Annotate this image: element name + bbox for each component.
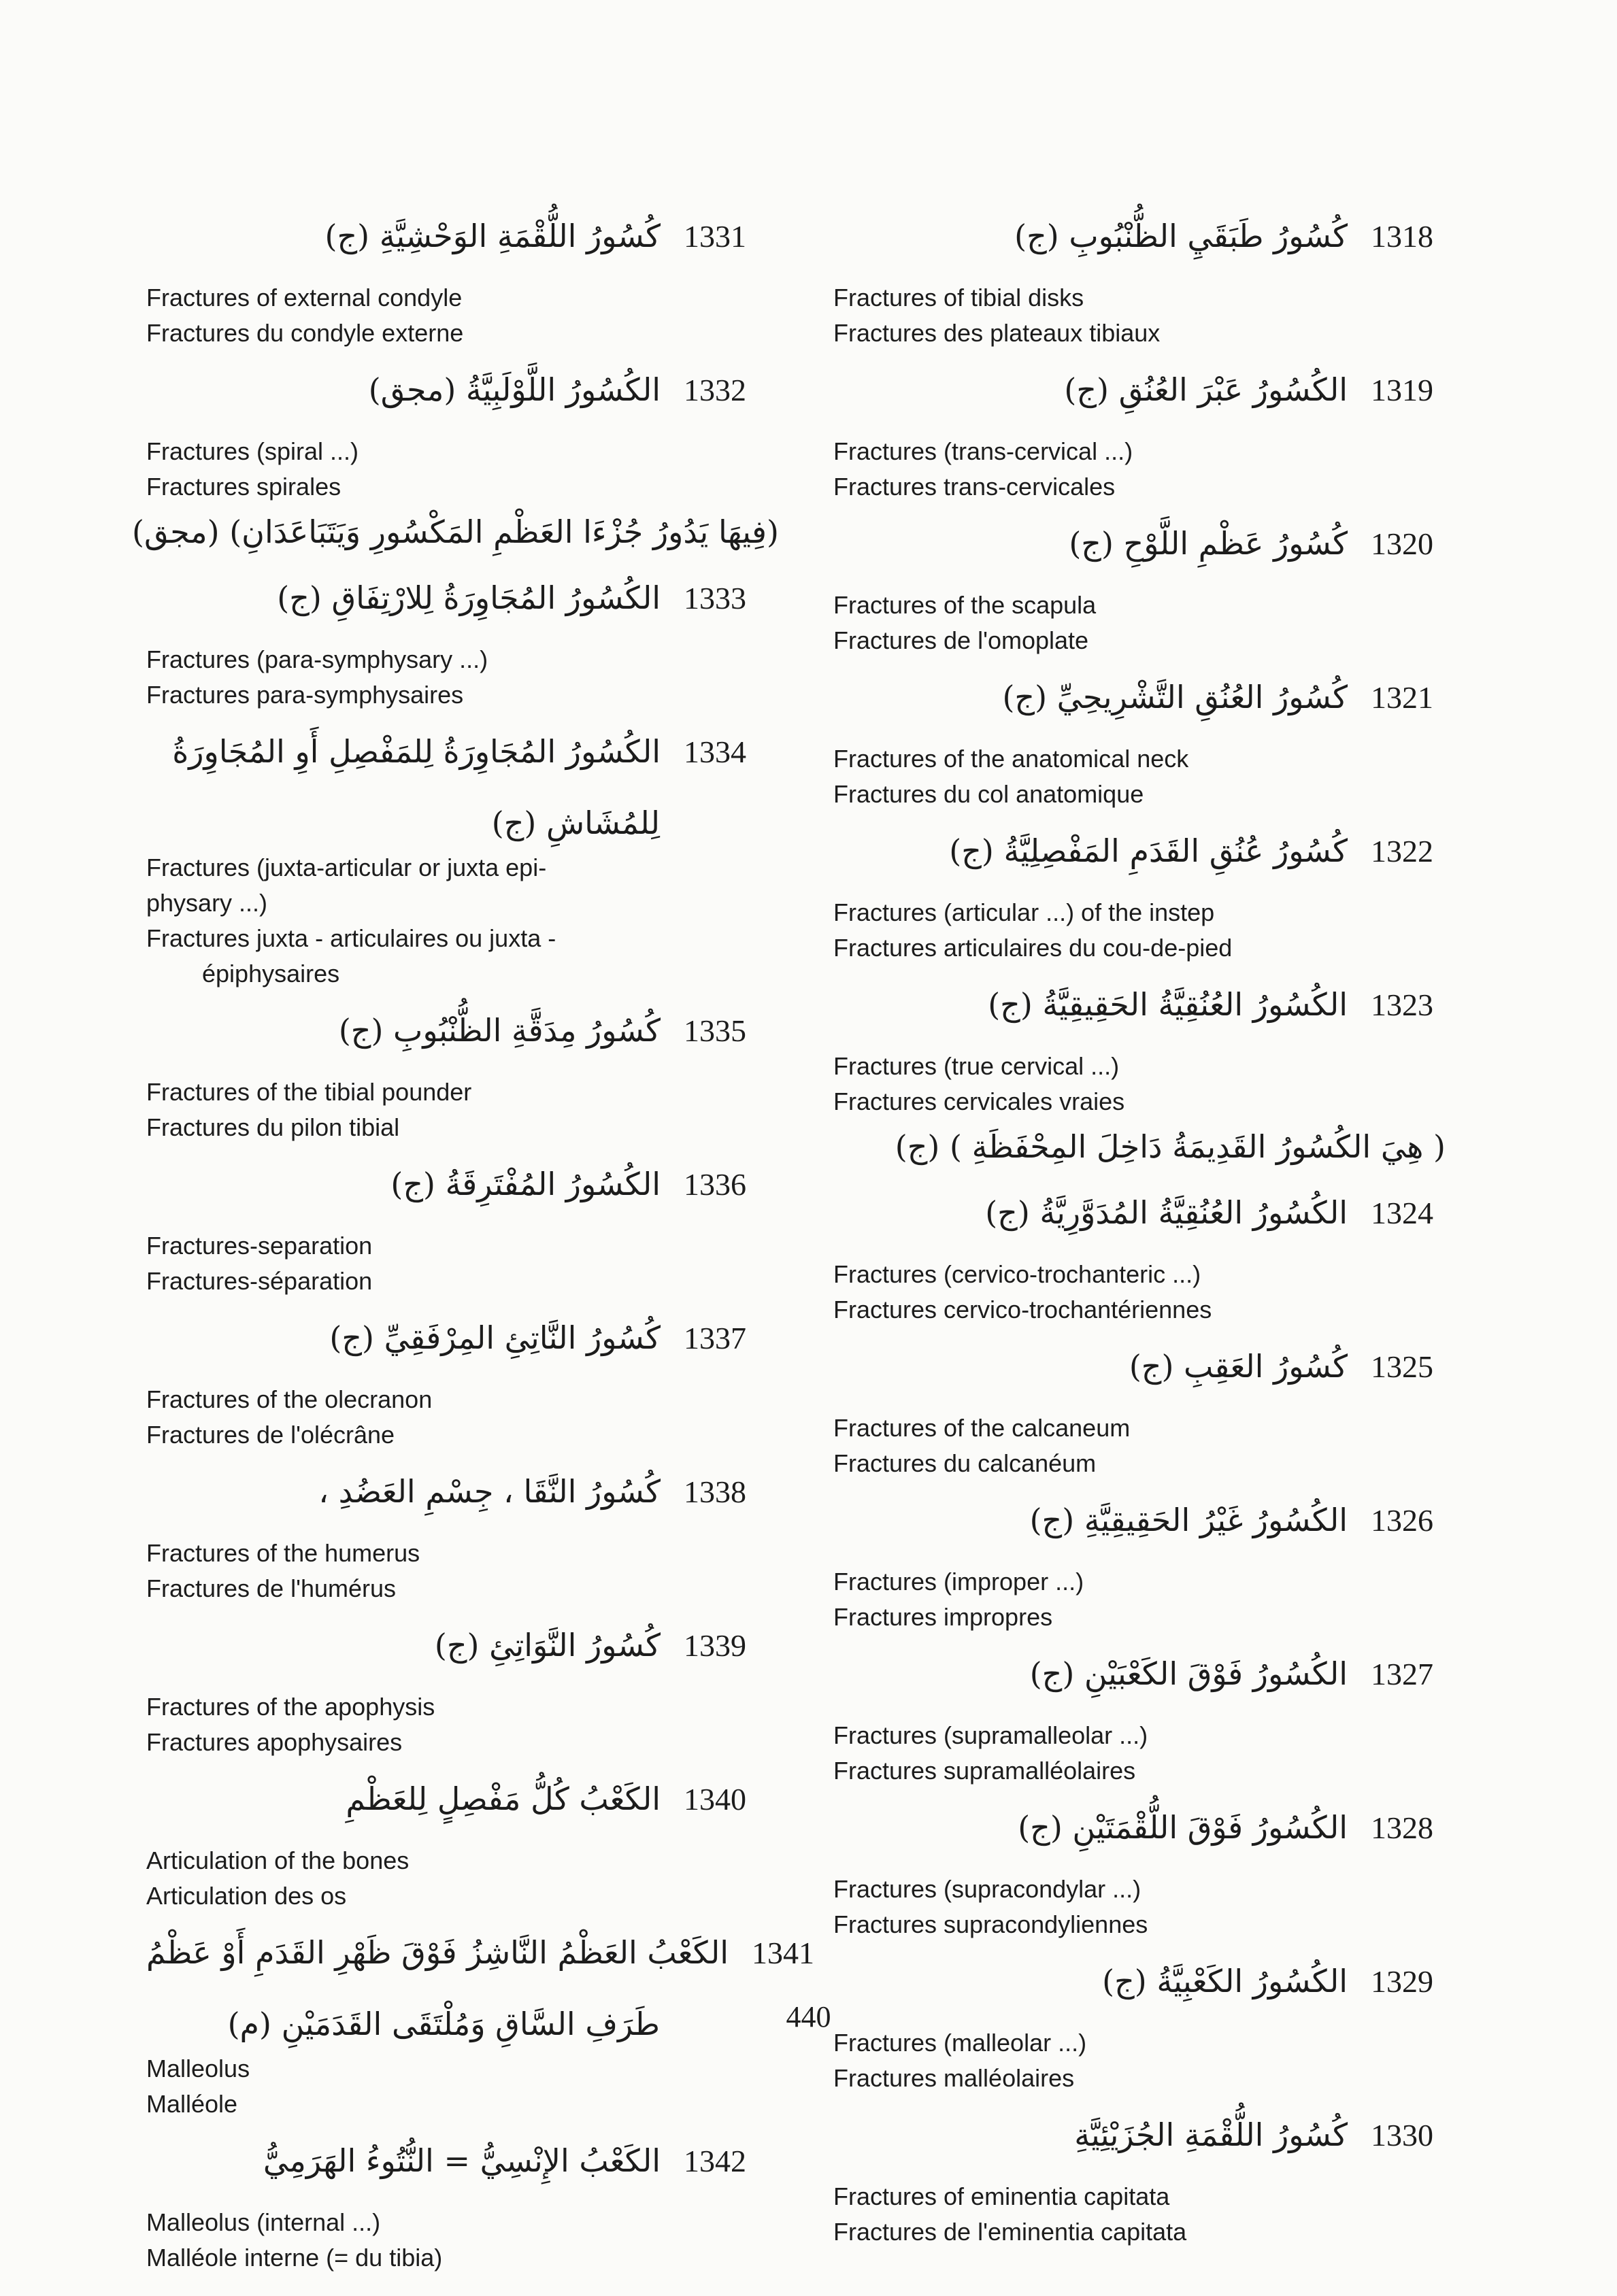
french-term: Fractures de l'omoplate bbox=[833, 626, 1089, 654]
entry-1318 bbox=[833, 218, 1486, 351]
english-term: Fractures (articular ...) of the instep bbox=[833, 898, 1215, 926]
entry-number: 1334 bbox=[684, 735, 746, 769]
entry-number: 1337 bbox=[684, 1321, 746, 1355]
french-term: Articulation des os bbox=[146, 1882, 347, 1910]
entry-number: 1319 bbox=[1371, 373, 1433, 407]
entry-1328 bbox=[833, 1809, 1486, 1942]
french-term: Malléole interne (= du tibia) bbox=[146, 2244, 443, 2272]
english-term: Fractures (true cervical ...) bbox=[833, 1052, 1120, 1080]
english-term: Malleolus (internal ...) bbox=[146, 2208, 381, 2236]
entry-number: 1329 bbox=[1371, 1964, 1433, 1999]
french-term: Fractures impropres bbox=[833, 1603, 1053, 1631]
french-term: Fractures du condyle externe bbox=[146, 319, 464, 347]
french-term: Fractures supracondyliennes bbox=[833, 1910, 1148, 1938]
entry-1330 bbox=[833, 2116, 1486, 2250]
arabic-term: كُسُورُ النَّقَا ، جِسْمِ العَضُدِ ، bbox=[318, 1473, 661, 1510]
entry-1335 bbox=[146, 1012, 799, 1145]
english-term: Fractures (juxta-articular or juxta epi- bbox=[146, 854, 547, 881]
entry-number: 1324 bbox=[1371, 1196, 1433, 1230]
entry-number: 1326 bbox=[1371, 1503, 1433, 1538]
arabic-term: كُسُورُ النَّاتِئِ المِرْفَقِيِّ (ج) bbox=[329, 1319, 661, 1356]
entry-number: 1325 bbox=[1371, 1349, 1433, 1384]
english-term: Fractures of the tibial pounder bbox=[146, 1078, 472, 1106]
french-term: Fractures-séparation bbox=[146, 1267, 373, 1295]
arabic-term: الكُسُورُ المُجَاوِرَةُ لِلارْتِفَاقِ (ج) bbox=[277, 579, 661, 616]
entry-number: 1340 bbox=[684, 1782, 746, 1817]
french-term-continuation: épiphysaires bbox=[202, 960, 340, 987]
arabic-term: الكُسُورُ اللَّوْلَبِيَّةُ (مجق) bbox=[368, 371, 661, 408]
arabic-term: الكَعْبُ كُلُّ مَفْصِلٍ لِلعَظْمِ bbox=[346, 1780, 661, 1817]
french-term: Fractures du pilon tibial bbox=[146, 1113, 400, 1141]
english-term: Fractures of the olecranon bbox=[146, 1385, 433, 1413]
entry-1327 bbox=[833, 1655, 1486, 1789]
entry-1337 bbox=[146, 1319, 799, 1453]
entry-number: 1318 bbox=[1371, 219, 1433, 254]
entry-number: 1342 bbox=[684, 2144, 746, 2178]
french-term: Fractures du col anatomique bbox=[833, 780, 1144, 808]
arabic-term: كُسُورُ العَقِبِ (ج) bbox=[1129, 1348, 1348, 1385]
french-term: Fractures supramalléolaires bbox=[833, 1757, 1136, 1785]
arabic-note: (فِيهَا يَدُورُ جُزْءَا العَظْمِ المَكْسُورِ وَيَتَبَاعَدَانِ) (مجق) bbox=[132, 513, 779, 550]
english-term: Fractures (supracondylar ...) bbox=[833, 1875, 1141, 1903]
entry-1339 bbox=[146, 1627, 799, 1760]
english-term: Fractures (para-symphysary ...) bbox=[146, 645, 488, 673]
entry-number: 1328 bbox=[1371, 1810, 1433, 1845]
arabic-term: الكُسُورُ العُنُقِيَّةُ المُدَوَّرِيَّةُ (ج) bbox=[985, 1194, 1348, 1231]
arabic-term: كُسُورُ العُنُقِ التَّشْرِيحِيِّ (ج) bbox=[1002, 679, 1348, 715]
arabic-term: الكُسُورُ فَوْقَ الكَعْبَيْنِ (ج) bbox=[1029, 1655, 1348, 1692]
entry-number: 1322 bbox=[1371, 834, 1433, 868]
french-term: Fractures articulaires du cou-de-pied bbox=[833, 934, 1233, 962]
entry-number: 1333 bbox=[684, 581, 746, 615]
arabic-term: الكَعْبُ العَظْمُ النَّاشِزُ فَوْقَ ظَهْرِ القَدَمِ أَوْ عَظْمُ bbox=[146, 1934, 729, 1971]
right-column bbox=[833, 218, 1486, 2270]
entry-1331 bbox=[146, 218, 799, 351]
french-term: Fractures des plateaux tibiaux bbox=[833, 319, 1161, 347]
english-term: Fractures-separation bbox=[146, 1232, 373, 1260]
french-term: Fractures juxta - articulaires ou juxta - bbox=[146, 924, 556, 952]
entry-1322 bbox=[833, 832, 1486, 966]
arabic-term: الكُسُورُ غَيْرُ الحَقِيقِيَّةِ (ج) bbox=[1029, 1502, 1348, 1538]
entry-1334 bbox=[146, 733, 799, 992]
french-term: Fractures du calcanéum bbox=[833, 1449, 1097, 1477]
english-term: Fractures of the anatomical neck bbox=[833, 745, 1189, 773]
entry-number: 1339 bbox=[684, 1628, 746, 1663]
arabic-note: ( هِيَ الكُسُورُ القَدِيمَةُ دَاخِلَ المِحْفَظَةِ ) (ج) bbox=[895, 1128, 1446, 1165]
arabic-term: كُسُورُ النَّوَاتِئِ (ج) bbox=[434, 1627, 661, 1664]
entry-1340 bbox=[146, 1780, 799, 1914]
entry-number: 1336 bbox=[684, 1167, 746, 1202]
entry-number: 1321 bbox=[1371, 680, 1433, 715]
english-term: Fractures of the apophysis bbox=[146, 1693, 435, 1721]
english-term: Malleolus bbox=[146, 2055, 250, 2082]
arabic-term: كُسُورُ مِدَقَّةِ الظُّنْبُوبِ (ج) bbox=[338, 1012, 661, 1049]
french-term: Fractures de l'olécrâne bbox=[146, 1421, 395, 1449]
french-term: Fractures trans-cervicales bbox=[833, 473, 1116, 501]
entry-number: 1332 bbox=[684, 373, 746, 407]
french-term: Fractures spirales bbox=[146, 473, 341, 501]
arabic-term: كُسُورُ عَظْمِ اللَّوْحِ (ج) bbox=[1069, 525, 1348, 562]
english-term-continuation: physary ...) bbox=[146, 889, 268, 917]
arabic-term: الكُسُورُ المُفْتَرِقَةُ (ج) bbox=[390, 1166, 661, 1202]
entry-1336 bbox=[146, 1166, 799, 1299]
entry-number: 1335 bbox=[684, 1013, 746, 1048]
entry-number: 1341 bbox=[752, 1936, 814, 1970]
arabic-term: الكُسُورُ فَوْقَ اللُّقْمَتَيْنِ (ج) bbox=[1018, 1809, 1348, 1846]
english-term: Fractures of the scapula bbox=[833, 591, 1097, 619]
arabic-term: كُسُورُ طَبَقَيِ الظُّنْبُوبِ (ج) bbox=[1014, 218, 1348, 254]
entry-number: 1330 bbox=[1371, 2118, 1433, 2152]
english-term: Fractures of external condyle bbox=[146, 284, 463, 311]
french-term: Fractures cervico-trochantériennes bbox=[833, 1296, 1212, 1323]
entry-1325 bbox=[833, 1348, 1486, 1481]
page-number: 440 bbox=[786, 2000, 831, 2033]
french-term: Fractures de l'eminentia capitata bbox=[833, 2218, 1187, 2246]
arabic-term: كُسُورُ اللُّقْمَةِ الجُزَيْئِيَّةِ bbox=[1074, 2116, 1348, 2153]
french-term: Fractures para-symphysaires bbox=[146, 681, 464, 709]
english-term: Fractures of tibial disks bbox=[833, 284, 1084, 311]
french-term: Fractures de l'humérus bbox=[146, 1574, 397, 1602]
french-term: Fractures cervicales vraies bbox=[833, 1087, 1125, 1115]
entry-1320 bbox=[833, 525, 1486, 658]
english-term: Fractures (supramalleolar ...) bbox=[833, 1721, 1148, 1749]
french-term: Fractures apophysaires bbox=[146, 1728, 403, 1756]
arabic-term: الكُسُورُ عَبْرَ العُنُقِ (ج) bbox=[1064, 371, 1348, 408]
entry-1323 bbox=[833, 986, 1486, 1174]
english-term: Fractures (trans-cervical ...) bbox=[833, 437, 1133, 465]
arabic-term: الكَعْبُ الإِنْسِيُّ = النُّتُوءُ الهَرَمِيُّ bbox=[263, 2142, 661, 2179]
entry-1326 bbox=[833, 1502, 1486, 1635]
entry-number: 1323 bbox=[1371, 987, 1433, 1022]
english-term: Fractures of the humerus bbox=[146, 1539, 420, 1567]
entry-1324 bbox=[833, 1194, 1486, 1328]
entry-number: 1331 bbox=[684, 219, 746, 254]
arabic-term: كُسُورُ اللُّقْمَةِ الوَحْشِيَّةِ (ج) bbox=[324, 218, 661, 254]
entry-1338 bbox=[146, 1473, 799, 1606]
arabic-term: كُسُورُ عُنُقِ القَدَمِ المَفْصِلِيَّةُ (ج) bbox=[949, 832, 1348, 869]
arabic-term: الكُسُورُ الكَعْبِيَّةُ (ج) bbox=[1102, 1963, 1348, 1999]
entry-number: 1320 bbox=[1371, 526, 1433, 561]
arabic-term: الكُسُورُ المُجَاوِرَةُ لِلمَفْصِلِ أَوِ المُجَاوِرَةُ bbox=[172, 733, 661, 770]
entry-number: 1338 bbox=[684, 1474, 746, 1509]
english-term: Fractures (spiral ...) bbox=[146, 437, 359, 465]
english-term: Fractures (cervico-trochanteric ...) bbox=[833, 1260, 1201, 1288]
entry-1332 bbox=[132, 371, 799, 559]
french-term: Malléole bbox=[146, 2090, 238, 2118]
english-term: Articulation of the bones bbox=[146, 1846, 410, 1874]
french-term: Fractures malléolaires bbox=[833, 2064, 1075, 2092]
entry-1319 bbox=[833, 371, 1486, 505]
english-term: Fractures of eminentia capitata bbox=[833, 2182, 1170, 2210]
entry-1321 bbox=[833, 679, 1486, 812]
arabic-term-continuation: طَرَفِ السَّاقِ وَمُلْتَقَى القَدَمَيْنِ (م) bbox=[227, 2006, 660, 2042]
arabic-term: الكُسُورُ العُنُقِيَّةُ الحَقِيقِيَّةُ (ج) bbox=[988, 986, 1348, 1023]
entry-number: 1327 bbox=[1371, 1657, 1433, 1691]
english-term: Fractures (improper ...) bbox=[833, 1568, 1084, 1596]
entry-1333 bbox=[146, 579, 799, 713]
entry-1342 bbox=[146, 2142, 799, 2276]
english-term: Fractures of the calcaneum bbox=[833, 1414, 1131, 1442]
arabic-term-continuation: لِلمُشَاشِ (ج) bbox=[491, 805, 660, 841]
english-term: Fractures (malleolar ...) bbox=[833, 2029, 1087, 2057]
